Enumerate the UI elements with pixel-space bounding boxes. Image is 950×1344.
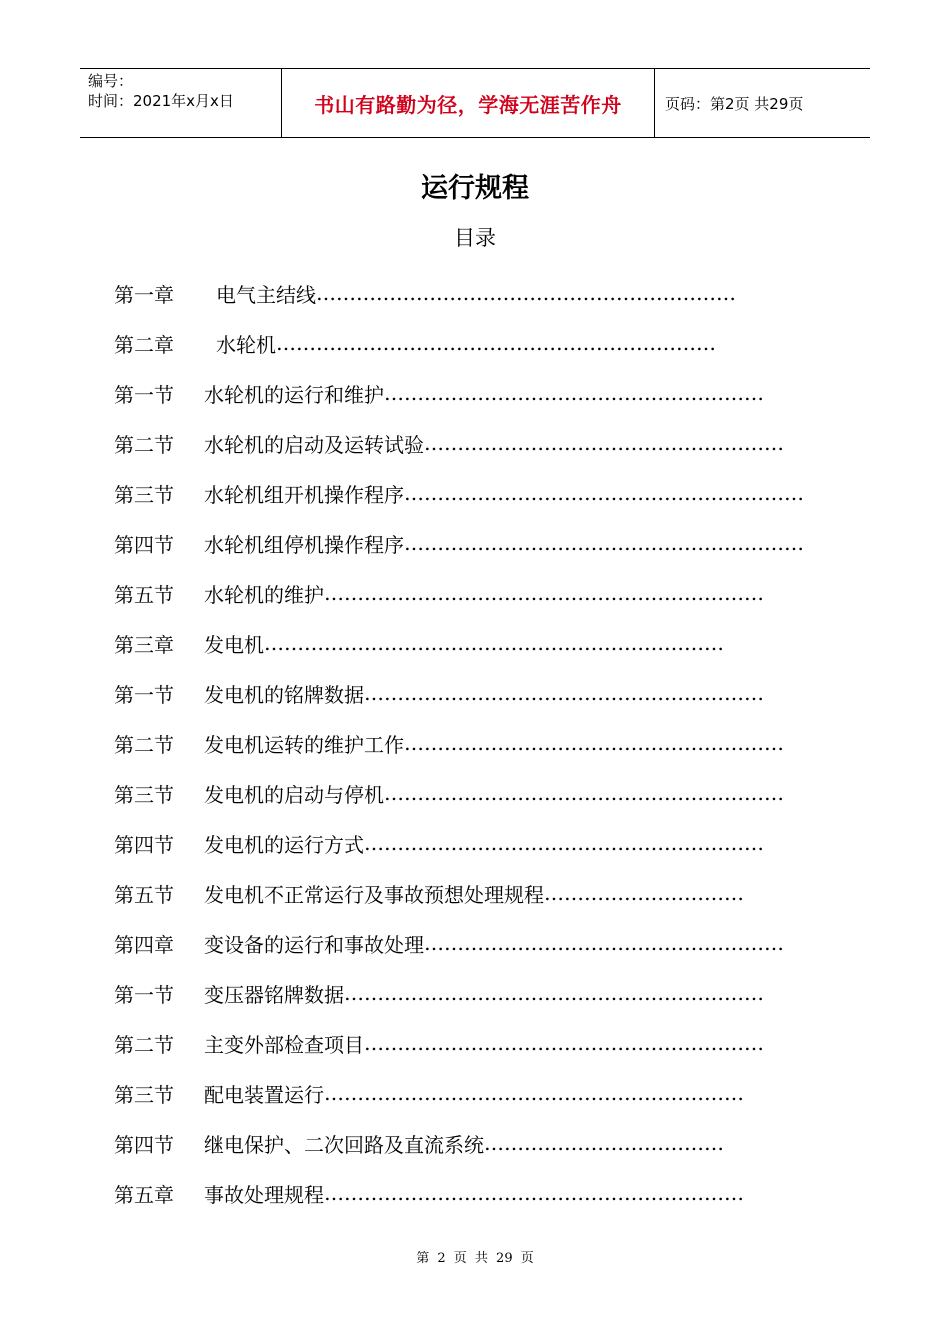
toc-entry[interactable]: [114, 1118, 834, 1168]
document-title: 运行规程: [421, 173, 529, 204]
toc-entry[interactable]: [114, 968, 834, 1018]
toc-entry-number: 第二章: [114, 332, 174, 357]
toc-entry-leader: …………………………………………………………: [276, 331, 716, 355]
toc-entry-number: 第二节: [114, 1032, 174, 1057]
toc-entry-leader: ………………………………………………………: [344, 981, 764, 1005]
toc-entry-title: 事故处理规程: [204, 1182, 324, 1207]
toc-entry-leader: ……………………………………………………: [404, 481, 804, 505]
toc-entry-leader: …………………………: [544, 881, 744, 905]
toc-entry[interactable]: [114, 268, 834, 318]
toc-entry-leader: ………………………………………………………: [324, 1181, 744, 1205]
toc-entry-number: 第一节: [114, 982, 174, 1007]
toc-entry[interactable]: [114, 668, 834, 718]
toc-entry-leader: ……………………………………………………: [384, 781, 784, 805]
toc-entry-number: 第三节: [114, 1082, 174, 1107]
toc-entry-number: 第五章: [114, 1182, 174, 1207]
toc-entry-title: 发电机的运行方式: [204, 832, 364, 857]
toc-entry-leader: …………………………………………………………: [324, 581, 764, 605]
toc-entry[interactable]: [114, 1168, 834, 1218]
toc-heading: 目录: [454, 226, 496, 250]
toc-entry-title: 发电机的启动与停机: [204, 782, 384, 807]
toc-entry[interactable]: [114, 468, 834, 518]
toc-entry-number: 第四章: [114, 932, 174, 957]
document-header: [80, 68, 870, 138]
toc-entry[interactable]: [114, 718, 834, 768]
toc-entry[interactable]: [114, 318, 834, 368]
toc-entry-leader: ………………………………………………: [424, 931, 784, 955]
page-info: 页码：第2页 共29页: [665, 94, 804, 113]
toc-entry[interactable]: [114, 868, 834, 918]
toc-entry-leader: ………………………………………………………: [324, 1081, 744, 1105]
toc-entry-title: 发电机的铭牌数据: [204, 682, 364, 707]
toc-entry-leader: ……………………………………………………: [364, 831, 764, 855]
toc-entry[interactable]: [114, 918, 834, 968]
toc-entry[interactable]: [114, 418, 834, 468]
toc-entry-leader: ……………………………………………………………: [264, 631, 724, 655]
toc-entry[interactable]: [114, 568, 834, 618]
toc-entry-leader: ……………………………………………………: [364, 681, 764, 705]
toc-entry-title: 继电保护、二次回路及直流系统: [204, 1132, 484, 1157]
motto-text: 书山有路勤为径，学海无涯苦作舟: [314, 92, 622, 117]
toc-entry-leader: ………………………………: [484, 1131, 724, 1155]
toc-entry-number: 第二节: [114, 432, 174, 457]
header-meta: [80, 69, 282, 137]
toc-entry-title: 发电机不正常运行及事故预想处理规程: [204, 882, 544, 907]
toc-entry-title: 主变外部检查项目: [204, 1032, 364, 1057]
toc-entry-number: 第三节: [114, 782, 174, 807]
toc-entry-title: 水轮机的启动及运转试验: [204, 432, 424, 457]
toc-entry-number: 第一章: [114, 282, 174, 307]
toc-entry-number: 第一节: [114, 382, 174, 407]
toc-entry[interactable]: [114, 768, 834, 818]
code-label: 编号：: [88, 72, 134, 90]
toc-entry-number: 第二节: [114, 732, 174, 757]
toc-entry-title: 变压器铭牌数据: [204, 982, 344, 1007]
toc-entry[interactable]: [114, 1068, 834, 1118]
toc-entry-title: 水轮机组停机操作程序: [204, 532, 404, 557]
page-footer: 第 2 页 共 29 页: [416, 1251, 534, 1266]
toc-entry-title: 变设备的运行和事故处理: [204, 932, 424, 957]
toc-entry-leader: ……………………………………………………: [364, 1031, 764, 1055]
toc-entry-number: 第一节: [114, 682, 174, 707]
toc-entry-title: 电气主结线: [216, 282, 316, 307]
toc-entry[interactable]: [114, 1018, 834, 1068]
toc-entry-number: 第四节: [114, 1132, 174, 1157]
toc-entry-leader: ………………………………………………: [424, 431, 784, 455]
header-motto-cell: [282, 69, 655, 137]
time-label: 时间：2021年x月x日: [88, 92, 234, 110]
toc-entry-leader: …………………………………………………: [384, 381, 764, 405]
toc-entry-leader: ………………………………………………………: [316, 281, 736, 305]
toc-entry-number: 第三章: [114, 632, 174, 657]
toc-entry[interactable]: [114, 618, 834, 668]
toc-entry-number: 第四节: [114, 832, 174, 857]
toc-entry[interactable]: [114, 518, 834, 568]
toc-entry-title: 配电装置运行: [204, 1082, 324, 1107]
toc-entry-number: 第五节: [114, 882, 174, 907]
toc-entry-leader: ……………………………………………………: [404, 531, 804, 555]
toc-entry[interactable]: [114, 818, 834, 868]
toc-entry-title: 水轮机组开机操作程序: [204, 482, 404, 507]
table-of-contents: [114, 268, 834, 1218]
toc-entry-title: 水轮机: [216, 332, 276, 357]
toc-entry-title: 水轮机的维护: [204, 582, 324, 607]
toc-entry-number: 第五节: [114, 582, 174, 607]
toc-entry-leader: …………………………………………………: [404, 731, 784, 755]
header-page-cell: [655, 69, 870, 137]
toc-entry-title: 发电机: [204, 632, 264, 657]
toc-entry-title: 水轮机的运行和维护: [204, 382, 384, 407]
toc-entry[interactable]: [114, 368, 834, 418]
toc-entry-title: 发电机运转的维护工作: [204, 732, 404, 757]
toc-entry-number: 第四节: [114, 532, 174, 557]
toc-entry-number: 第三节: [114, 482, 174, 507]
